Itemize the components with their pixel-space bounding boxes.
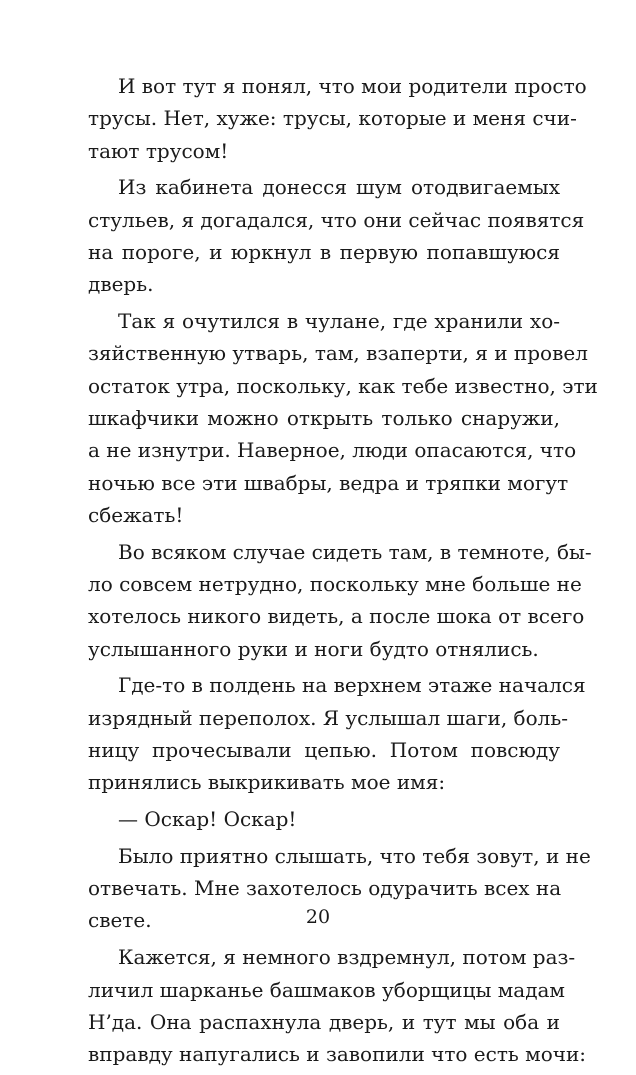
text-line: изрядный переполох. Я услышал шаги, боль- [88, 705, 568, 730]
text-line: Н’да. Она распахнула дверь, и тут мы оба и [88, 1009, 560, 1034]
text-line: Кажется, я немного вздремнул, потом раз- [118, 945, 576, 970]
text-line: остаток утра, поскольку, как тебе известно, эти [88, 373, 598, 398]
text-line: шкафчики можно открыть только снаружи, [88, 405, 560, 430]
page-number: 20 [305, 906, 331, 928]
paragraph-8 [88, 941, 587, 1070]
text-line: дверь. [88, 272, 154, 297]
text-line: а не изнутри. Наверное, люди опасаются, что [88, 438, 577, 463]
text-line: принялись выкрикивать мое имя: [88, 770, 446, 795]
text-line: Во всяком случае сидеть там, в темноте, бы- [118, 539, 592, 564]
paragraph-5 [88, 669, 586, 798]
text-line: сбежать! [88, 502, 184, 527]
paragraph-2 [88, 171, 585, 300]
paragraph-3 [88, 305, 598, 531]
text-line: ночью все эти швабры, ведра и тряпки могут [88, 470, 569, 495]
text-line: свете. [88, 908, 152, 933]
text-line: зяйственную утварь, там, взаперти, я и провел [88, 341, 588, 366]
text-line: ницу прочесывали цепью. Потом повсюду [88, 737, 560, 762]
text-line: Было приятно слышать, что тебя зовут, и не [118, 843, 591, 868]
text-line: тают трусом! [88, 138, 229, 163]
text-line: Где-то в полдень на верхнем этаже начался [118, 673, 586, 698]
paragraph-1 [88, 70, 587, 167]
text-line: отвечать. Мне захотелось одурачить всех на [88, 876, 562, 901]
text-line: стульев, я догадался, что они сейчас появятся [88, 207, 585, 232]
paragraph-6 [88, 803, 560, 835]
text-line: на пороге, и юркнул в первую попавшуюся [88, 239, 560, 264]
text-line: хотелось никого видеть, а после шока от всего [88, 604, 585, 629]
text-line: трусы. Нет, хуже: трусы, которые и меня счи- [88, 106, 577, 131]
paragraph-4 [88, 536, 592, 665]
text-line: Так я очутился в чулане, где хранили хо- [118, 309, 560, 334]
text-line: — Оскар! Оскар! [118, 807, 297, 832]
text-line: личил шарканье башмаков уборщицы мадам [88, 977, 565, 1002]
text-line: Из кабинета донесся шум отодвигаемых [118, 175, 560, 200]
text-line: И вот тут я понял, что мои родители просто [118, 74, 587, 98]
text-line: вправду напугались и завопили что есть мочи: [88, 1042, 587, 1067]
text-line: ло совсем нетрудно, поскольку мне больше не [88, 571, 582, 596]
text-line: услышанного руки и ноги будто отнялись. [88, 636, 539, 661]
